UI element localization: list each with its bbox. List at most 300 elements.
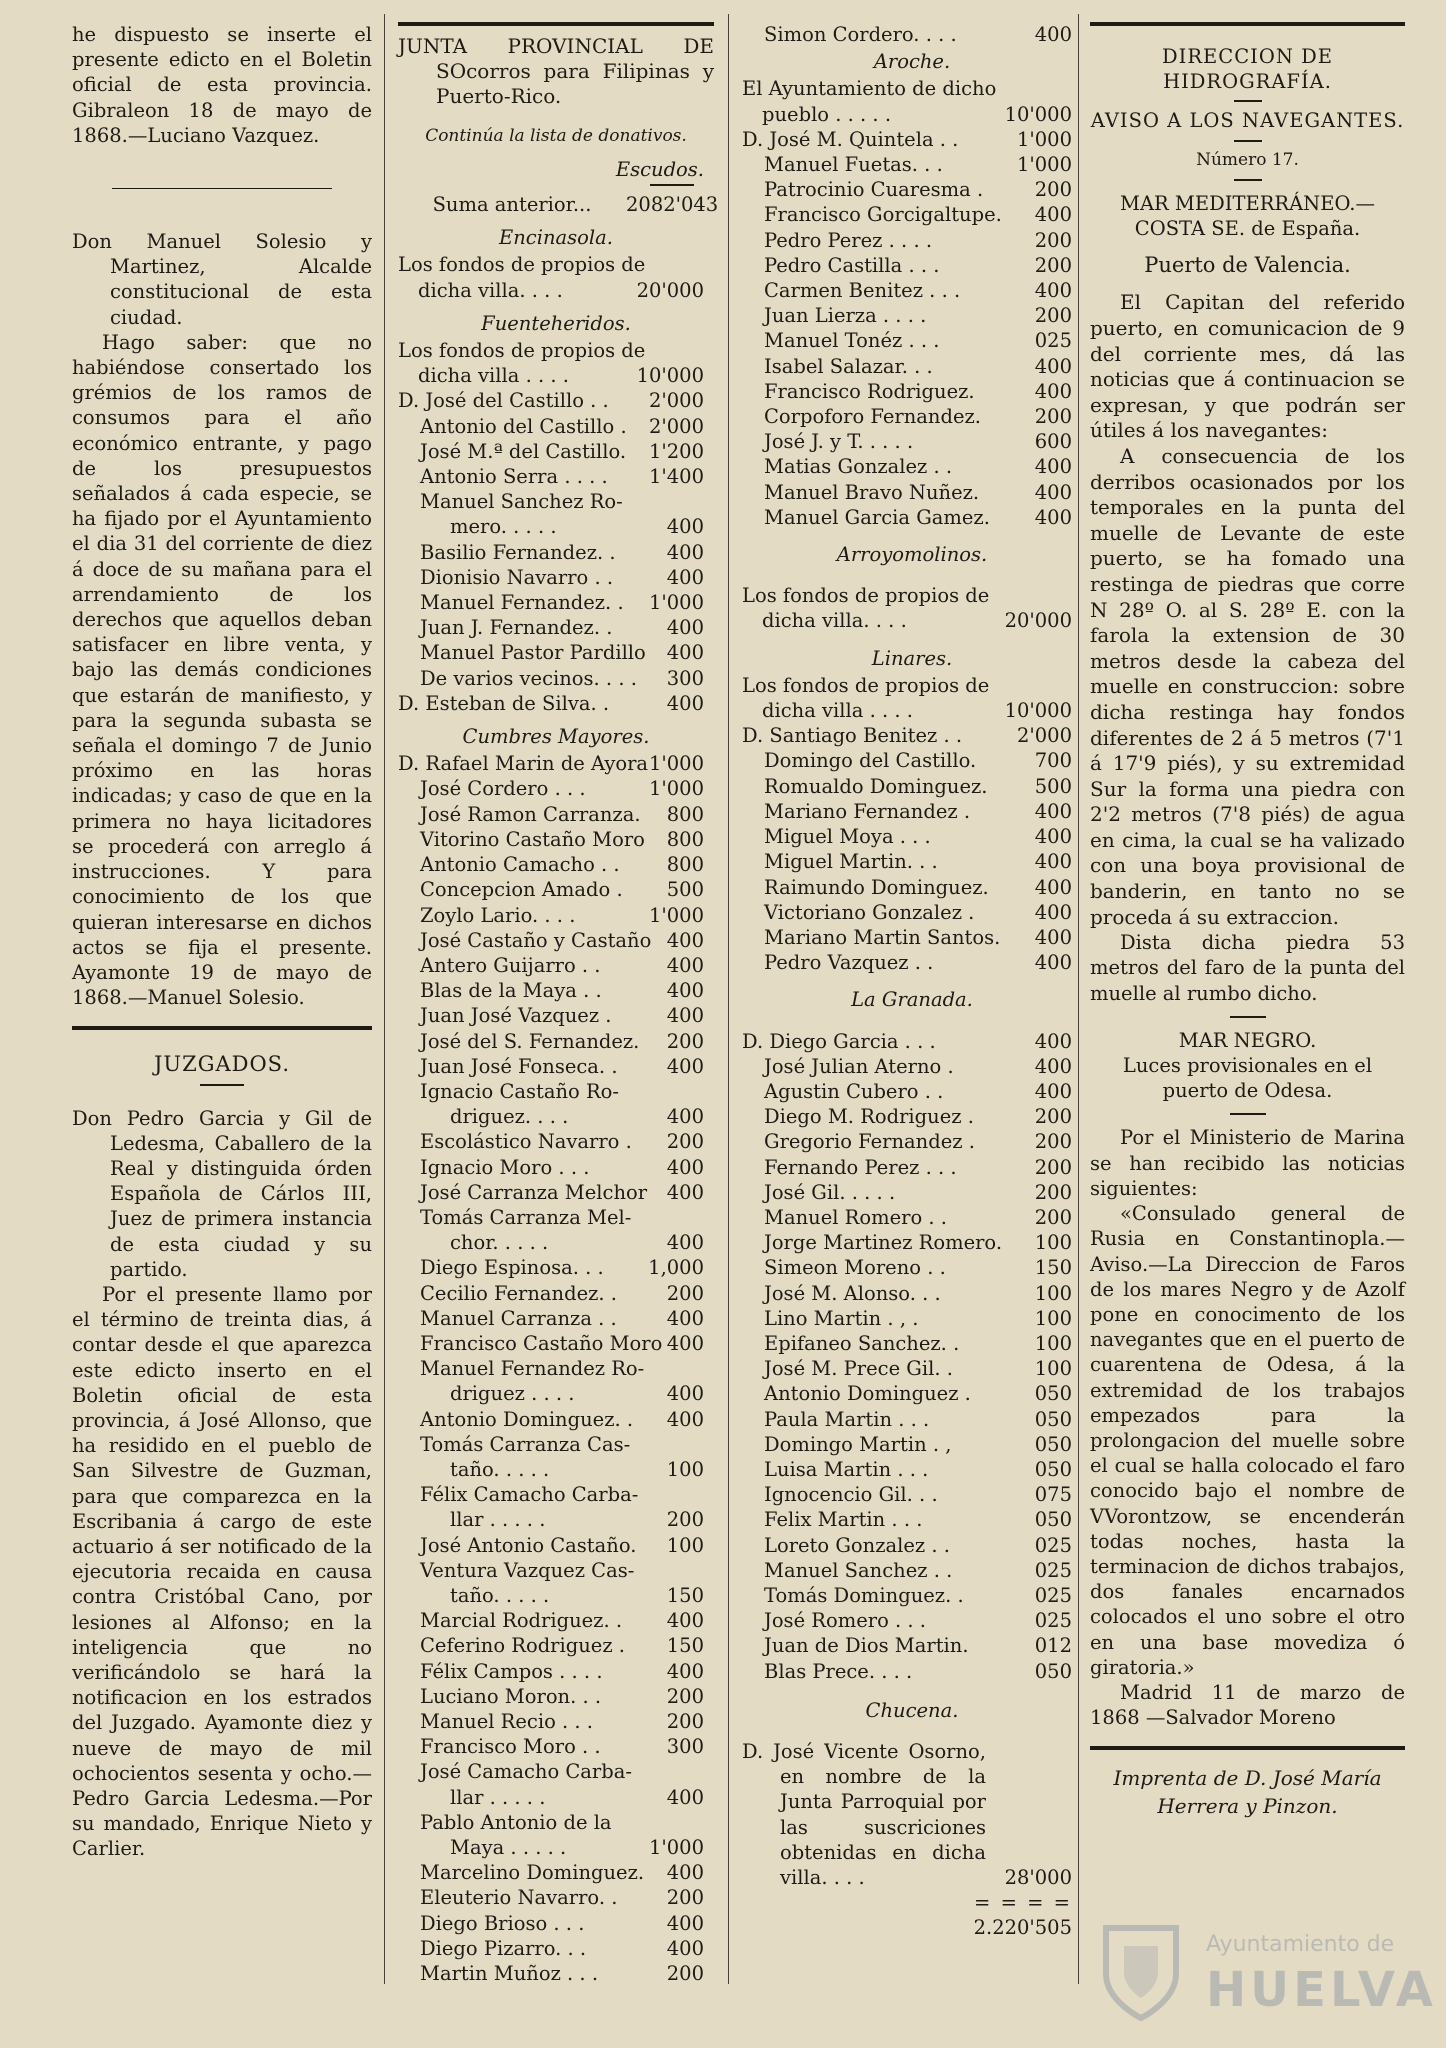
donor-amount [631,1205,714,1230]
donor-amount: 200 [666,1962,704,1986]
donor-name: Basilio Fernandez. . [420,540,616,564]
donor-amount [626,1079,714,1104]
donor-name: Simeon Moreno . . [764,1256,946,1280]
donor-amount: 1'000 [649,591,704,615]
donor-line [398,978,714,1003]
donor-amount: 400 [1034,354,1072,378]
sea-subheading: Luces provisionales en el puerto de Odesa. [1122,1054,1373,1103]
donor-amount: 400 [666,928,704,952]
donor-name: D. Rafael Marin de Ayora [398,752,649,776]
donor-amount: 400 [666,616,704,640]
divider [1234,140,1262,142]
donor-line: Simon Cordero. . . . 400 [764,23,1072,46]
donor-line [398,1129,714,1154]
paragraph: Don Manuel Solesio y Martinez, Alcalde constitucional de esta ciudad. [72,230,372,329]
donor-list [742,127,1082,530]
donor-line [398,1684,714,1709]
donor-amount [638,1482,714,1507]
town-title: Fuenteheridos. [481,311,631,335]
column-1 [72,22,372,1862]
donor-name: Victoriano Gonzalez . [764,900,975,924]
donor-name: Juan de Dios Martin. [764,1634,969,1658]
donor-amount: 1'000 [649,752,704,776]
donor-line [398,615,714,640]
donor-line [398,565,714,590]
donor-line [742,303,1082,328]
total-rule: = = = = [974,1891,1072,1915]
donor-name: Miguel Martin. . . [764,850,938,874]
donor-line [742,1079,1082,1104]
donor-amount: 200 [1034,304,1072,328]
donor-line [398,751,714,776]
fund-line: dicha villa. . . . 20'000 [762,609,1072,633]
paragraph: Dista dicha piedra 53 metros del faro de la punta del muelle al rumbo dicho. [1090,931,1405,1005]
fund-line: dicha villa . . . . 10'000 [762,699,1072,723]
donor-line [742,1180,1082,1205]
town-title: Chucena. [865,1698,959,1722]
section-heading: JUZGADOS. [153,1052,290,1077]
donor-name: taño. . . . . [450,1457,550,1481]
paragraph: El Capitan del referido puerto, en comunicacion de 9 del corriente mes, dá las noticias que á continuacion se expresan, y que podrán ser útiles á los navegantes: [1090,290,1405,443]
donor-name: llar . . . . . [450,1508,546,1532]
donor-line [742,1230,1082,1255]
donor-line [742,1482,1082,1507]
donor-line [398,1558,714,1583]
donor-amount: 400 [1034,279,1072,303]
donor-name: Patrocinio Cuaresma . [764,178,984,202]
donor-line [742,429,1082,454]
donor-line [398,1961,714,1986]
donor-name: José del S. Fernandez. [420,1029,640,1053]
donor-line [398,928,714,953]
donor-line [742,925,1082,950]
donor-line [398,1255,714,1280]
donor-line [742,354,1082,379]
donor-name: José Castaño y Castaño [420,928,652,952]
donor-name: Pablo Antonio de la [420,1810,612,1834]
donor-amount [630,1432,714,1457]
donor-line [398,1785,714,1810]
donor-line [742,748,1082,773]
donor-amount: 400 [666,1911,704,1935]
donor-amount: 400 [666,979,704,1003]
section-heading: DIRECCION DE HIDROGRAFÍA. [1162,45,1333,94]
unit-label: Escudos. [615,157,704,181]
donor-name: Isabel Salazar. . . [764,354,933,378]
sea-heading: MAR MEDITERRÁNEO.—COSTA SE. de España. [1120,191,1375,241]
donor-amount: 050 [1034,1432,1072,1456]
donor-name: Eleuterio Navarro. . [420,1886,618,1910]
donor-list [398,751,714,1986]
donor-name: Luisa Martin . . . [764,1457,929,1481]
donor-name: Concepcion Amado . [420,878,623,902]
donor-name: Manuel Pastor Pardillo [420,641,646,665]
divider [112,188,332,189]
donor-line [742,1432,1082,1457]
divider [1090,1746,1405,1750]
donor-name: José J. y T. . . . . [764,430,914,454]
donor-line [398,439,714,464]
donor-name: Manuel Recio . . . [420,1710,593,1733]
donor-amount: 400 [666,1936,704,1960]
donor-name: Francisco Gorcigaltupe. [764,203,1002,227]
donor-amount: 200 [1034,228,1072,252]
donor-line [742,253,1082,278]
donor-line [742,1306,1082,1331]
town-title: Aroche. [873,50,951,74]
donor-name: José M.ª del Castillo. [420,439,627,463]
donor-name: Ignacio Moro . . . [420,1155,590,1179]
donor-line [742,1381,1082,1406]
fund-line: Los fondos de propios de [398,339,646,363]
donor-line [742,228,1082,253]
donor-line [398,1155,714,1180]
column-rule [384,14,385,1984]
donor-name: Francisco Rodriguez. [764,379,975,403]
donor-amount: 400 [666,691,704,715]
donor-name: Paula Martin . . . [764,1407,930,1431]
donor-line [398,489,714,514]
divider [1234,179,1262,181]
donor-name: D. Diego Garcia . . . [742,1029,936,1053]
donor-name: Miguel Moya . . . [764,825,931,849]
donor-line [398,691,714,716]
donor-amount: 400 [666,565,704,589]
coat-of-arms-icon [1086,1916,1196,2026]
donor-line [398,590,714,615]
donor-name: Manuel Sanchez Ro- [420,490,623,514]
donor-line [742,454,1082,479]
donor-name: José Julian Aterno . [764,1054,954,1078]
donor-line [398,1835,714,1860]
donor-name: Ventura Vazquez Cas- [420,1558,635,1582]
donor-line [398,1029,714,1054]
donor-line [742,875,1082,900]
donor-list [742,723,1082,975]
suma-label: Suma anterior... [432,193,592,217]
donor-name: Epifaneo Sanchez. . [764,1331,960,1355]
donor-list [398,388,714,716]
donor-line [742,1407,1082,1432]
donor-name: Martin Muñoz . . . [420,1962,599,1986]
donor-line [742,480,1082,505]
donor-amount: 200 [1034,178,1072,202]
donor-line [742,1104,1082,1129]
fund-line: dicha villa . . . . 10'000 [418,364,704,388]
donor-name: Manuel Romero . . [764,1205,947,1229]
sea-heading: MAR NEGRO. [1178,1028,1317,1052]
donor-amount: 500 [666,878,704,902]
donor-line [398,1432,714,1457]
donor-line [398,1583,714,1608]
divider [200,1084,244,1086]
section-heading: JUNTA PROVINCIAL DE SOcorros para Filipinas y Puerto-Rico. [398,34,714,109]
donor-amount: 1'000 [1017,127,1072,151]
donor-line [398,802,714,827]
donor-name: Loreto Gonzalez . . [764,1533,950,1557]
donor-amount: 400 [666,1231,704,1255]
donor-name: Manuel Bravo Nuñez. [764,480,980,504]
donor-line [742,774,1082,799]
donor-line [742,1255,1082,1280]
donor-name: Antonio Camacho . . [420,853,620,877]
donor-name: Fernando Perez . . . [764,1155,957,1179]
donor-amount: 025 [1034,329,1072,353]
donor-name: Antonio Serra . . . . [420,465,608,489]
donor-name: Diego Brioso . . . [420,1911,585,1935]
donor-line [398,1457,714,1482]
donor-amount: 200 [1034,253,1072,277]
donor-amount: 050 [1034,1407,1072,1431]
donor-line [398,827,714,852]
donor-amount: 1'000 [1017,153,1072,177]
donor-line [742,1507,1082,1532]
divider [398,22,714,26]
donor-name: Gregorio Fernandez . [764,1130,975,1154]
donor-amount: 400 [666,953,704,977]
donor-line [398,1306,714,1331]
donor-line [742,1054,1082,1079]
donor-amount: 500 [1034,774,1072,798]
donor-amount: 050 [1034,1382,1072,1406]
donor-name: Antonio Dominguez . [764,1382,971,1406]
donor-name: Mariano Fernandez . [764,799,971,823]
donor-amount: 100 [1034,1281,1072,1305]
donor-name: Juan J. Fernandez. . [420,616,613,640]
donor-line [398,1810,714,1835]
donor-amount: 200 [666,1710,704,1733]
donor-name: Francisco Castaño Moro [420,1331,663,1355]
paragraph: Don Pedro Garcia y Gil de Ledesma, Caballero de la Real y distinguida órden Española de Cárlos III, Juez de primera instancia de esta ciudad y su partido. [72,1106,372,1281]
donor-amount [644,1356,714,1381]
donor-name: De varios vecinos. . . . [420,666,637,690]
donor-name: José Cordero . . . [420,777,586,801]
column-rule [728,14,729,1984]
donor-line [742,1633,1082,1658]
donor-amount: 400 [1034,1054,1072,1078]
donor-amount: 200 [666,1508,704,1532]
donor-amount: 100 [1034,1357,1072,1381]
chucena-entry [742,1739,1082,1890]
printer-line: Herrera y Pinzon. [1157,1794,1338,1819]
donor-name: Tomás Carranza Mel- [420,1205,632,1229]
donor-name: Pedro Perez . . . . [764,228,933,252]
donor-amount: 400 [666,515,704,539]
donor-line [398,1205,714,1230]
donor-line [742,379,1082,404]
donor-name: José Camacho Carba- [420,1760,632,1784]
donor-amount: 075 [1034,1483,1072,1507]
donor-line [398,1331,714,1356]
donor-amount: 200 [1034,1105,1072,1129]
divider [1234,100,1262,102]
donor-amount [626,489,714,514]
donor-amount: 150 [1034,1256,1072,1280]
donor-amount: 800 [666,802,704,826]
donor-name: Juan José Vazquez . [420,1004,612,1028]
donor-name: José M. Prece Gil. . [764,1357,953,1381]
donor-amount: 200 [1034,1205,1072,1229]
donor-name: Felix Martin . . . [764,1508,923,1532]
donor-name: Antonio del Castillo . [420,414,627,438]
donor-amount: 200 [1034,1130,1072,1154]
donor-line [742,1356,1082,1381]
donor-name: Manuel Tonéz . . . [764,329,940,353]
donor-line [742,1659,1082,1684]
donor-line [742,1331,1082,1356]
donor-name: Diego M. Rodriguez . [764,1105,974,1129]
donor-name: Dionisio Navarro . . [420,565,614,589]
donor-amount: 025 [1034,1609,1072,1633]
watermark [1086,1916,1437,2026]
suma-value: 2082'043 [626,193,719,217]
donor-line [398,1633,714,1658]
donor-line [398,666,714,691]
donor-name: Manuel Fernandez. . [420,591,624,615]
donor-line [742,849,1082,874]
donor-name: Jorge Martinez Romero. [764,1231,1003,1255]
donor-line [398,1180,714,1205]
donor-amount: 400 [666,1054,704,1078]
donor-amount: 400 [666,1861,704,1885]
donor-name: Corpoforo Fernandez. [764,405,981,429]
paragraph: A consecuencia de los derribos ocasionados por los temporales en la punta del muelle de Levante de este puerto, se ha fomado una restinga de piedras que corre N 28º O. al S. 28º E. con la farola la extension de 30 metros desde la cabeza del muelle en construccion: sobre dicha restinga hay fondos diferentes de 2 á 5 metros (7'1 á 17'9 piés), y su extremidad Sur la forma una piedra con 2'2 metros (7'8 piés) de agua en cima, la cual se ha valizado con una boya provisional de banderin, en tanto no se proceda á su extraccion. [1090,443,1405,929]
donor-line [398,414,714,439]
donor-amount: 200 [1034,1155,1072,1179]
donor-amount [632,1759,714,1784]
donor-amount: 100 [1034,1306,1072,1330]
donor-name: driguez . . . . [450,1382,575,1406]
donor-amount: 400 [666,1785,704,1809]
port-heading: Puerto de Valencia. [1144,253,1351,278]
signature: Madrid 11 de marzo de 1868 —Salvador Moreno [1090,1680,1405,1730]
donor-amount: 050 [1034,1457,1072,1481]
donor-line [398,1104,714,1129]
donor-name: Agustin Cubero . . [764,1079,944,1103]
donor-line [742,505,1082,530]
donor-line [742,1457,1082,1482]
donor-name: Pedro Castilla . . . [764,253,940,277]
donor-amount: 400 [1034,900,1072,924]
donor-amount: 400 [1034,379,1072,403]
subtitle: Continúa la lista de donativos. [425,125,687,146]
donor-name: Manuel Garcia Gamez. [764,505,990,529]
donor-amount: 400 [1034,203,1072,227]
donor-name: Félix Camacho Carba- [420,1483,639,1507]
donor-name: Domingo del Castillo. [764,749,977,773]
donor-name: Manuel Fernandez Ro- [420,1357,645,1381]
donor-line [398,852,714,877]
donor-line [398,1936,714,1961]
donor-amount: 800 [666,827,704,851]
watermark-line: HUELVA [1206,1962,1437,2018]
donor-name: Cecilio Fernandez. . [420,1281,617,1305]
fund-line: Los fondos de propios de [398,253,646,277]
donor-name: José Carranza Melchor [420,1180,648,1204]
donor-line [742,1129,1082,1154]
town-title: Encinasola. [499,226,613,250]
donor-amount: 1'200 [649,439,704,463]
donor-name: José Romero . . . [764,1609,927,1633]
donor-amount: 1'000 [649,777,704,801]
donor-amount: 100 [666,1533,704,1557]
donor-amount: 400 [1034,925,1072,949]
paragraph: Por el Ministerio de Marina se han recibido las noticias siguientes: [1090,1126,1405,1200]
donor-list [742,1029,1082,1684]
donor-amount: 2'000 [649,389,704,413]
donor-line [398,1003,714,1028]
donor-line [398,1381,714,1406]
donor-line [398,640,714,665]
donor-name: Juan Lierza . . . . [764,304,927,328]
donor-amount: 400 [666,1659,704,1683]
donor-name: D. Santiago Benitez . . [742,724,963,748]
donor-name: Antero Guijarro . . [420,953,601,977]
divider [650,184,694,186]
donor-name: Manuel Carranza . . [420,1306,617,1330]
donor-line [742,1281,1082,1306]
donor-line [398,877,714,902]
donor-amount: 100 [1034,1231,1072,1255]
donor-amount: 050 [1034,1659,1072,1683]
donor-name: Mariano Martin Santos. [764,925,1001,949]
column-4 [1090,22,1405,1820]
donor-line [398,1356,714,1381]
donor-amount: 200 [1034,1180,1072,1204]
donor-line [398,388,714,413]
donor-line [398,514,714,539]
donor-name: Matias Gonzalez . . [764,455,953,479]
donor-name: Pedro Vazquez . . [764,951,934,975]
divider [1090,22,1405,26]
donor-amount: 150 [666,1634,704,1658]
donor-line [398,1407,714,1432]
donor-amount: 100 [1034,1331,1072,1355]
printer-line: Imprenta de D. José María [1113,1766,1382,1791]
donor-name: Marcial Rodriguez. . [420,1609,623,1633]
grand-total: 2.220'505 [973,1916,1072,1940]
donor-amount: 400 [666,1407,704,1431]
donor-amount: 400 [666,1331,704,1355]
donor-name: Manuel Fuetas. . . [764,153,943,177]
donor-amount: 400 [666,1306,704,1330]
donor-name: llar . . . . . [450,1785,546,1809]
donor-name: Lino Martin . , . [764,1306,919,1330]
divider [72,1026,372,1030]
donor-line [742,900,1082,925]
donor-amount: 600 [1034,430,1072,454]
donor-name: mero. . . . . [450,515,557,539]
donor-line [398,1230,714,1255]
fund-line: Los fondos de propios de [742,673,990,697]
donor-amount: 200 [666,1281,704,1305]
donor-line [742,1608,1082,1633]
donor-amount: 300 [666,1735,704,1759]
donor-line [398,1709,714,1734]
donor-amount: 200 [666,1886,704,1910]
donor-line [742,177,1082,202]
donor-line [742,1205,1082,1230]
chucena-value: 28'000 [1004,1866,1072,1890]
donor-line [398,1507,714,1532]
donor-name: José Gil. . . . . [764,1180,896,1204]
donor-line [742,723,1082,748]
donor-line [742,1558,1082,1583]
donor-line [742,127,1082,152]
donor-line [398,1608,714,1633]
donor-amount: 025 [1034,1533,1072,1557]
donor-line [398,1659,714,1684]
